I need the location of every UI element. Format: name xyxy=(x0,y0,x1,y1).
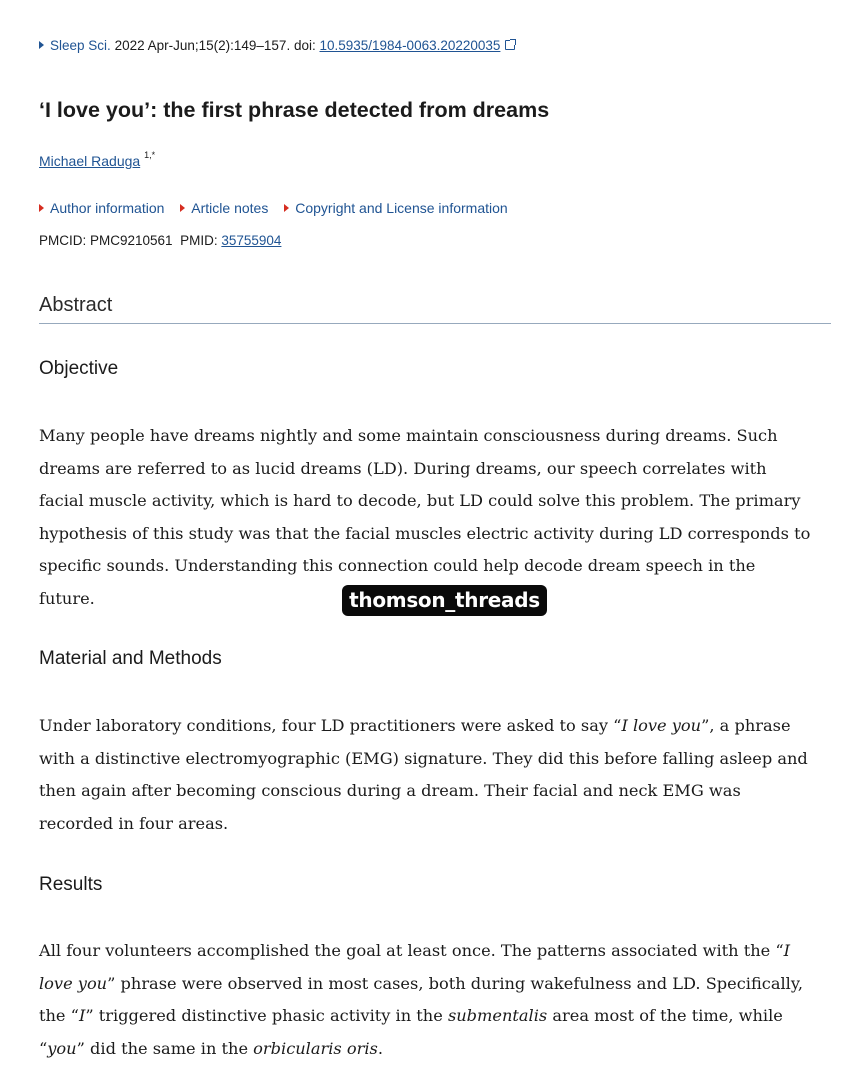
expand-triangle-icon xyxy=(284,204,289,212)
methods-heading: Material and Methods xyxy=(39,648,222,669)
article-meta-links xyxy=(39,200,520,216)
author-information-toggle[interactable]: Author information xyxy=(39,200,164,216)
pmid-label: PMID: xyxy=(180,233,218,248)
watermark-label: thomson_threads xyxy=(342,585,547,616)
citation-details: 2022 Apr-Jun;15(2):149–157. doi: xyxy=(114,38,316,53)
author-link[interactable]: Michael Raduga xyxy=(39,153,141,169)
expand-triangle-icon xyxy=(180,204,185,212)
results-heading: Results xyxy=(39,874,103,895)
doi-link[interactable]: 10.5935/1984-0063.20220035 xyxy=(319,38,501,53)
pmcid: PMCID: PMC9210561 xyxy=(39,233,173,248)
article-title: ‘I love you’: the first phrase detected from dreams xyxy=(39,98,550,122)
abstract-heading: Abstract xyxy=(39,294,831,324)
results-paragraph: All four volunteers accomplished the goal at least once. The patterns associated with the “I love you” phrase were observed in most cases, both during wakefulness and LD. Specifically, the “I” triggered distinctive phasic activity in the submentalis area most of the time, while “you” did the same in the orbicularis oris. xyxy=(39,941,803,1058)
citation-line xyxy=(39,38,515,53)
copyright-toggle[interactable]: Copyright and License information xyxy=(284,200,507,216)
pmid-link[interactable]: 35755904 xyxy=(221,233,282,248)
methods-paragraph: Under laboratory conditions, four LD practitioners were asked to say “I love you”, a phrase with a distinctive electromyographic (EMG) signature. They did this before falling asleep and then again after becoming conscious during a dream. Their facial and neck EMG was recorded in four areas. xyxy=(39,716,808,833)
objective-paragraph: Many people have dreams nightly and some maintain consciousness during dreams. Such dreams are referred to as lucid dreams (LD). During dreams, our speech correlates with facial muscle activity, which is hard to decode, but LD could solve this problem. The primary hypothesis of this study was that the facial muscles electric activity during LD corresponds to specific sounds. Understanding this connection could help decode dream speech in the future. xyxy=(39,426,811,608)
journal-link[interactable]: Sleep Sci. xyxy=(50,38,111,53)
affiliation-marks[interactable]: 1,* xyxy=(144,150,156,160)
objective-heading: Objective xyxy=(39,358,119,379)
expand-triangle-icon xyxy=(39,204,44,212)
author-line xyxy=(39,150,155,169)
expand-triangle-icon[interactable] xyxy=(39,41,44,49)
article-ids xyxy=(39,233,281,248)
external-link-icon[interactable] xyxy=(505,40,515,50)
article-notes-toggle[interactable]: Article notes xyxy=(180,200,268,216)
